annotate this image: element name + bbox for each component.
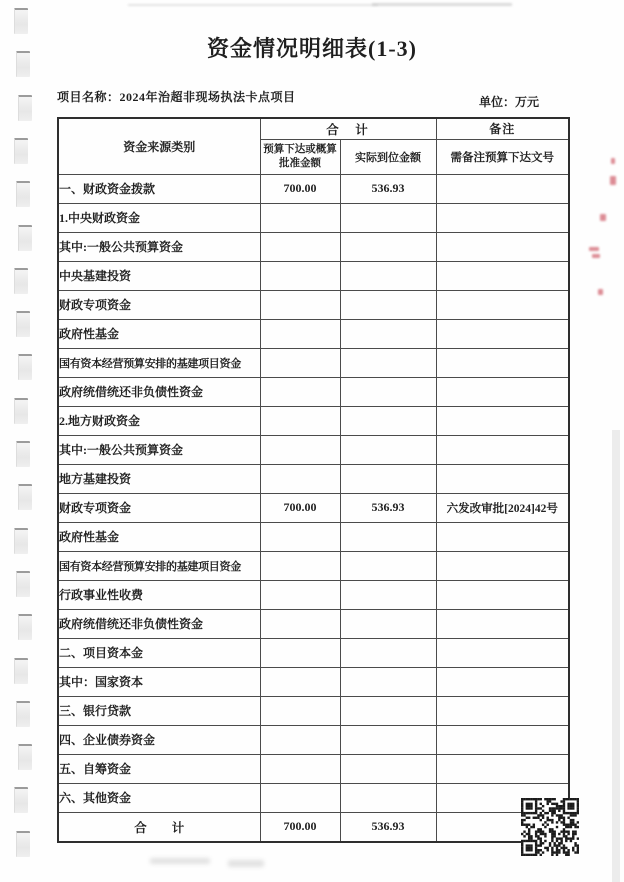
funds-table	[57, 117, 570, 843]
remark-cell	[436, 203, 569, 232]
row-label: 行政事业性收费	[58, 580, 260, 609]
scan-artifact-right	[612, 430, 620, 882]
budget-amount-cell: 700.00	[260, 174, 340, 203]
remark-cell	[436, 580, 569, 609]
row-label: 三、银行贷款	[58, 696, 260, 725]
actual-amount-cell	[340, 232, 436, 261]
budget-amount-cell	[260, 290, 340, 319]
stamp-bleed-mark	[611, 158, 615, 164]
remark-cell	[436, 725, 569, 754]
remark-cell	[436, 261, 569, 290]
row-label: 政府性基金	[58, 319, 260, 348]
row-label: 1.中央财政资金	[58, 203, 260, 232]
binding-hole	[14, 268, 28, 294]
row-label: 国有资本经营预算安排的基建项目资金	[58, 551, 260, 580]
budget-amount-cell	[260, 696, 340, 725]
header-remark: 备注	[436, 118, 569, 139]
binding-hole	[16, 571, 30, 597]
remark-cell	[436, 232, 569, 261]
stamp-bleed-mark	[592, 254, 600, 258]
actual-amount-cell	[340, 522, 436, 551]
row-label: 2.地方财政资金	[58, 406, 260, 435]
table-row	[58, 377, 569, 406]
remark-cell	[436, 551, 569, 580]
remark-cell	[436, 464, 569, 493]
budget-amount-cell	[260, 348, 340, 377]
budget-amount-cell	[260, 232, 340, 261]
scan-artifact-top	[128, 4, 378, 6]
binding-hole	[14, 398, 28, 424]
binding-hole	[14, 658, 28, 684]
stamp-bleed-mark	[600, 214, 606, 221]
table-row	[58, 261, 569, 290]
remark-cell	[436, 174, 569, 203]
row-label: 一、财政资金拨款	[58, 174, 260, 203]
table-row	[58, 348, 569, 377]
row-label: 其中：国家资本	[58, 667, 260, 696]
actual-amount-cell	[340, 348, 436, 377]
unit-label: 单位：万元	[479, 95, 540, 109]
actual-amount-cell	[340, 464, 436, 493]
remark-cell	[436, 290, 569, 319]
header-category: 资金来源类别	[58, 118, 260, 174]
page-title: 资金情况明细表(1-3)	[207, 36, 417, 61]
table-row	[58, 725, 569, 754]
table-row	[58, 174, 569, 203]
binding-hole	[14, 787, 28, 813]
row-label: 合 计	[58, 812, 260, 842]
actual-amount-cell: 536.93	[340, 493, 436, 522]
actual-amount-cell	[340, 319, 436, 348]
remark-cell	[436, 377, 569, 406]
binding-hole	[14, 528, 28, 554]
budget-amount-cell	[260, 203, 340, 232]
budget-amount-cell	[260, 580, 340, 609]
table-row	[58, 754, 569, 783]
row-label: 财政专项资金	[58, 290, 260, 319]
budget-amount-cell	[260, 261, 340, 290]
binding-hole	[18, 614, 32, 640]
budget-amount-cell	[260, 435, 340, 464]
table-row	[58, 667, 569, 696]
header-total: 合 计	[260, 118, 436, 139]
row-label: 政府统借统还非负债性资金	[58, 609, 260, 638]
binding-hole	[16, 181, 30, 207]
remark-cell	[436, 319, 569, 348]
table-row	[58, 580, 569, 609]
remark-cell	[436, 667, 569, 696]
binding-hole	[18, 744, 32, 770]
budget-amount-cell	[260, 667, 340, 696]
actual-amount-cell	[340, 580, 436, 609]
header-row-1	[58, 118, 569, 139]
actual-amount-cell	[340, 435, 436, 464]
row-label: 五、自筹资金	[58, 754, 260, 783]
actual-amount-cell	[340, 261, 436, 290]
row-label: 其中:一般公共预算资金	[58, 232, 260, 261]
budget-amount-cell	[260, 406, 340, 435]
actual-amount-cell	[340, 609, 436, 638]
remark-cell	[436, 406, 569, 435]
header-budget-amount: 预算下达或概算批准金额	[260, 139, 340, 174]
budget-amount-cell	[260, 319, 340, 348]
row-label: 国有资本经营预算安排的基建项目资金	[58, 348, 260, 377]
remark-cell	[436, 435, 569, 464]
budget-amount-cell	[260, 522, 340, 551]
budget-amount-cell: 700.00	[260, 493, 340, 522]
binding-hole	[18, 225, 32, 251]
budget-amount-cell	[260, 551, 340, 580]
table-row	[58, 493, 569, 522]
binding-hole	[16, 831, 30, 857]
project-name-label: 项目名称：2024年治超非现场执法卡点项目	[57, 90, 296, 104]
binding-hole	[18, 484, 32, 510]
binding-hole	[16, 441, 30, 467]
table-row	[58, 783, 569, 812]
table-row	[58, 638, 569, 667]
row-label: 其中:一般公共预算资金	[58, 435, 260, 464]
actual-amount-cell: 536.93	[340, 174, 436, 203]
scan-smudge	[150, 858, 210, 864]
binding-hole	[18, 354, 32, 380]
header-actual-amount: 实际到位金额	[340, 139, 436, 174]
remark-cell: 六发改审批[2024]42号	[436, 493, 569, 522]
row-label: 政府性基金	[58, 522, 260, 551]
table-row	[58, 435, 569, 464]
row-label: 二、项目资本金	[58, 638, 260, 667]
actual-amount-cell	[340, 638, 436, 667]
budget-amount-cell	[260, 464, 340, 493]
binding-hole	[18, 95, 32, 121]
table-row	[58, 522, 569, 551]
actual-amount-cell	[340, 406, 436, 435]
binding-hole	[14, 8, 28, 34]
actual-amount-cell: 536.93	[340, 812, 436, 842]
remark-cell	[436, 348, 569, 377]
remark-cell	[436, 638, 569, 667]
remark-cell	[436, 696, 569, 725]
table-row	[58, 464, 569, 493]
stamp-bleed-mark	[598, 289, 603, 295]
scan-artifact-top	[372, 3, 512, 6]
binding-hole	[16, 311, 30, 337]
table-row	[58, 696, 569, 725]
budget-amount-cell	[260, 377, 340, 406]
total-row	[58, 812, 569, 842]
actual-amount-cell	[340, 783, 436, 812]
table-row	[58, 609, 569, 638]
funds-table-body	[58, 174, 569, 842]
actual-amount-cell	[340, 377, 436, 406]
actual-amount-cell	[340, 290, 436, 319]
row-label: 政府统借统还非负债性资金	[58, 377, 260, 406]
row-label: 地方基建投资	[58, 464, 260, 493]
row-label: 财政专项资金	[58, 493, 260, 522]
header-remark-note: 需备注预算下达文号	[436, 139, 569, 174]
binding-hole	[16, 701, 30, 727]
table-row	[58, 406, 569, 435]
budget-amount-cell: 700.00	[260, 812, 340, 842]
budget-amount-cell	[260, 638, 340, 667]
budget-amount-cell	[260, 754, 340, 783]
table-row	[58, 203, 569, 232]
row-label: 中央基建投资	[58, 261, 260, 290]
stamp-bleed-mark	[589, 247, 599, 251]
budget-amount-cell	[260, 609, 340, 638]
table-row	[58, 551, 569, 580]
remark-cell	[436, 609, 569, 638]
remark-cell	[436, 522, 569, 551]
stamp-bleed-mark	[610, 176, 616, 185]
actual-amount-cell	[340, 667, 436, 696]
qr-code	[521, 798, 579, 856]
table-row	[58, 319, 569, 348]
row-label: 六、其他资金	[58, 783, 260, 812]
row-label: 四、企业债券资金	[58, 725, 260, 754]
actual-amount-cell	[340, 725, 436, 754]
table-row	[58, 290, 569, 319]
actual-amount-cell	[340, 551, 436, 580]
table-row	[58, 232, 569, 261]
actual-amount-cell	[340, 203, 436, 232]
actual-amount-cell	[340, 696, 436, 725]
remark-cell	[436, 754, 569, 783]
actual-amount-cell	[340, 754, 436, 783]
budget-amount-cell	[260, 725, 340, 754]
budget-amount-cell	[260, 783, 340, 812]
binding-hole	[14, 138, 28, 164]
scan-smudge	[228, 860, 264, 867]
